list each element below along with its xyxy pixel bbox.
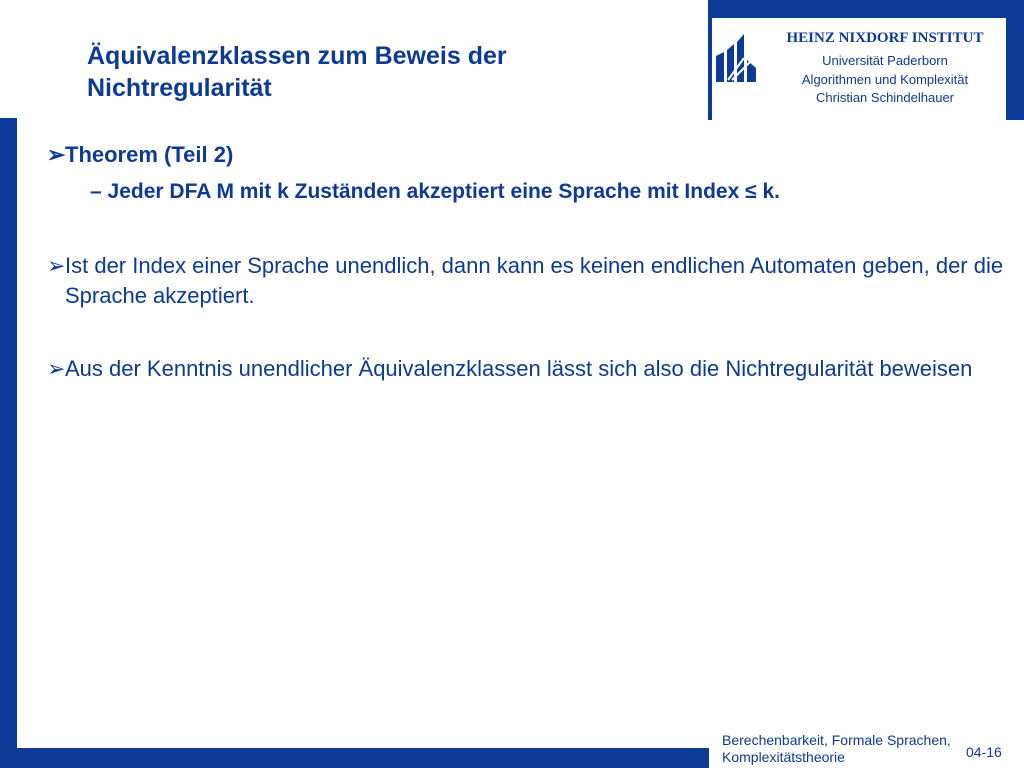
institute-name: HEINZ NIXDORF INSTITUT xyxy=(786,30,984,46)
department-name: Algorithmen und Komplexität xyxy=(801,72,969,87)
bullet-text: Theorem (Teil 2) xyxy=(65,142,234,167)
arrow-bullet-icon: ➢ xyxy=(47,253,66,278)
arrow-bullet-icon: ➢ xyxy=(47,356,66,381)
slide-title xyxy=(87,40,687,104)
sub-bullet-dash: – xyxy=(90,180,102,203)
bottom-border-bar xyxy=(0,748,709,768)
arrow-bullet-icon: ➢ xyxy=(47,142,66,167)
bullet-nonregularity xyxy=(47,354,1007,384)
sub-bullet-text: Jeder DFA M mit k Zuständen akzeptiert eine Sprache mit Index ≤ k. xyxy=(107,180,780,203)
bullet-text: Ist der Index einer Sprache unendlich, dann kann es keinen endlichen Automaten geben, der die Sprache akzeptiert. xyxy=(65,253,1004,308)
bullet-text: Aus der Kenntnis unendlicher Äquivalenzklassen lässt sich also die Nichtregularität beweisen xyxy=(65,356,973,381)
university-logo-icon xyxy=(716,30,756,86)
footer-course-title xyxy=(722,732,992,766)
university-name: Universität Paderborn xyxy=(822,53,948,68)
bullet-theorem xyxy=(47,140,997,170)
slide-title-line-1: Äquivalenzklassen zum Beweis der xyxy=(87,42,507,70)
footer-course-line-1: Berechenbarkeit, Formale Sprachen, xyxy=(722,732,951,748)
footer-course-line-2: Komplexitätstheorie xyxy=(722,749,845,765)
author-name: Christian Schindelhauer xyxy=(815,90,955,105)
slide-title-line-2: Nichtregularität xyxy=(87,74,272,102)
page-number: 04-16 xyxy=(966,744,1002,760)
left-border-bar xyxy=(0,118,17,768)
bullet-infinite-index xyxy=(47,251,1007,311)
sub-bullet-dfa xyxy=(90,177,990,207)
